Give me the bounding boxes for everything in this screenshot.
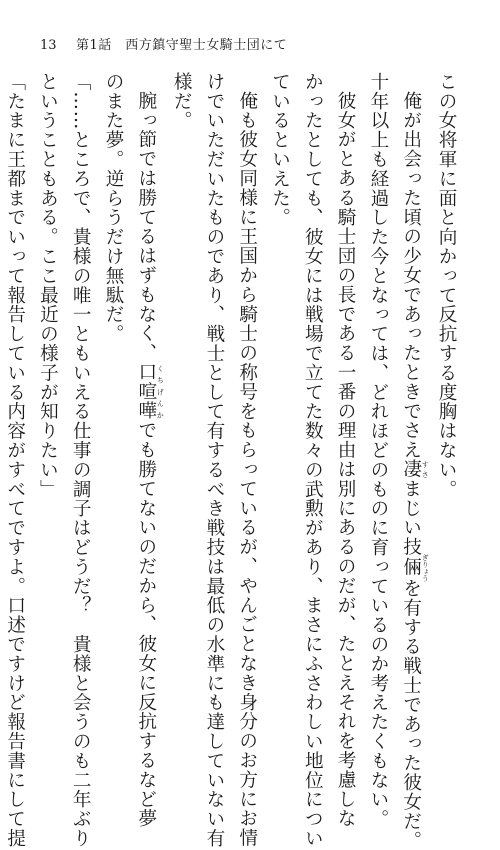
chapter-title: 第1話 西方鎮守聖士女騎士団にて: [76, 38, 288, 53]
text-line: 彼女がとある騎士団の長である一番の理由は別にあるのだが、たとえそれを考慮しな: [335, 90, 357, 828]
ruby-annotation: 倆 ぎりょう: [400, 553, 430, 582]
page-number: 13: [40, 38, 57, 53]
running-head: [40, 36, 460, 56]
text-line: かったとしても、彼女には戦場で立てた数々の武勲があり、まさにふさわしい地位につい: [302, 72, 324, 848]
text-line: のまた夢。逆らうだけ無駄だ。: [103, 72, 125, 344]
text-line: ているといえた。: [269, 72, 291, 228]
text-line: けでいただいたものであり、戦士として有するべき戦技は最低の水準にも達していない有: [203, 72, 225, 848]
ruby-annotation: 口喧嘩 くちげんか: [135, 362, 165, 421]
vertical-body-text: [4, 72, 462, 850]
text-line: この女将軍に面と向かって反抗する度胸はない。: [436, 72, 457, 499]
text-line: 様だ。: [171, 72, 193, 131]
text-line: 俺も彼女同様に王国から騎士の称号をもらっているが、やんごとなき身分のお方にお情: [236, 90, 258, 848]
text-line: 十年以上も経過した今となっては、どれほどのものに育っているのか考えたくもない。: [367, 72, 389, 829]
dialogue-line: 「……ところで、貴様の唯一ともいえる仕事の調子はどうだ？ 貴様と会うのも二年ぶり: [70, 72, 92, 848]
ruby-annotation: 凄 すさ: [400, 459, 430, 479]
dialogue-line: 「たまに王都までいって報告している内容がすべてですよ。口述ですけど報告書にして提: [4, 72, 26, 848]
text-line: 腕っ節では勝てるはずもなく、口喧嘩 くちげんかでも勝てないのだから、彼女に反抗するなど夢: [135, 90, 165, 828]
dialogue-line: ということもある。ここ最近の様子が知りたい」: [37, 72, 59, 499]
text-line: 俺が出会った頃の少女であったときでさえ凄 すさまじい技倆 ぎりょうを有する戦士であった彼女だ。: [400, 90, 430, 850]
